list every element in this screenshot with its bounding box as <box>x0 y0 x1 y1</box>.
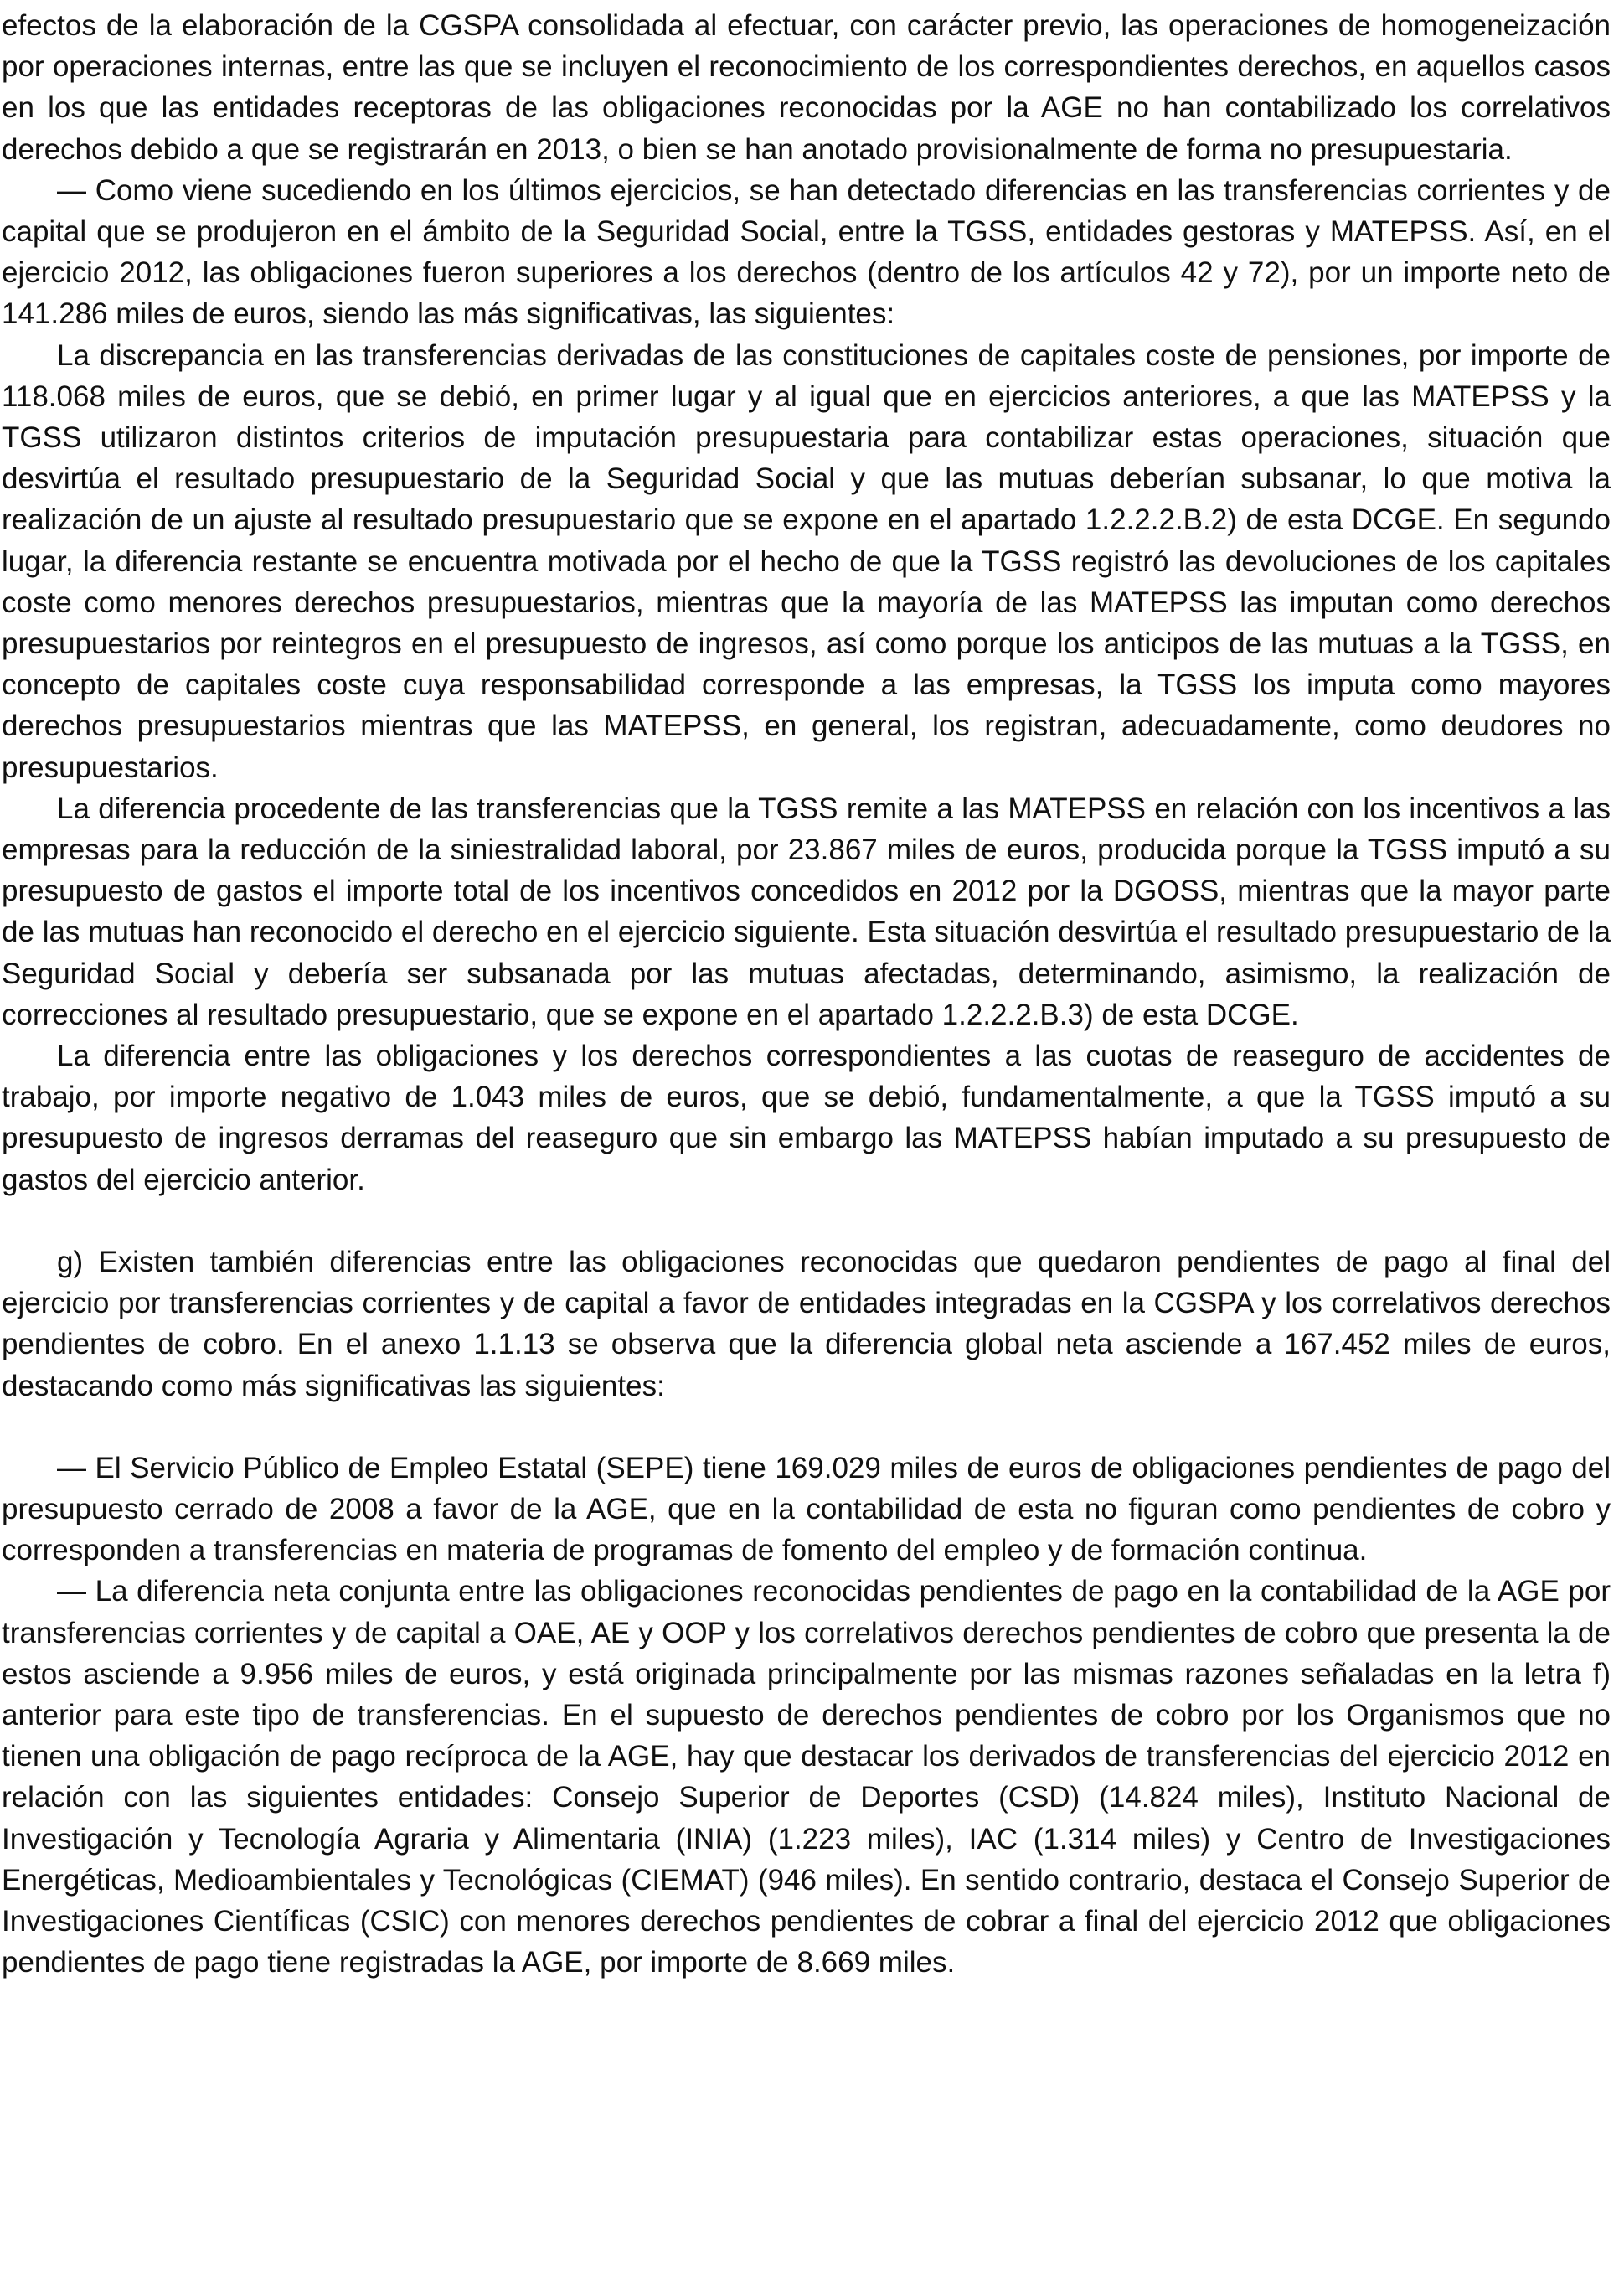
paragraph-homogeneizacion: efectos de la elaboración de la CGSPA consolidada al efectuar, con carácter previo, las operaciones de homogeneización por operaciones internas, entre las que se incluyen el reconocimiento de los correspondientes derechos, en aquellos casos en los que las entidades receptoras de las obligaciones reconocidas por la AGE no han contabilizado los correlativos derechos debido a que se registrarán en 2013, o bien se han anotado provisionalmente de forma no presupuestaria. <box>2 9 1611 166</box>
paragraph-seguridad-social-diferencias: — Como viene sucediendo en los últimos ejercicios, se han detectado diferencias en las transferencias corrientes y de capital que se produjeron en el ámbito de la Seguridad Social, entre la TGSS, entidades gestoras y MATEPSS. Así, en el ejercicio 2012, las obligaciones fueron superiores a los derechos (dentro de los artículos 42 y 72), por un importe neto de 141.286 miles de euros, siendo las más significativas, las siguientes: <box>2 173 1611 331</box>
paragraph-capitales-coste: La discrepancia en las transferencias derivadas de las constituciones de capitales coste de pensiones, por importe de 118.068 miles de euros, que se debió, en primer lugar y al igual que en ejercicios anteriores, a que las MATEPSS y la TGSS utilizaron distintos criterios de imputación presupuestaria para contabilizar estas operaciones, situación que desvirtúa el resultado presupuestario de la Seguridad Social y que las mutuas deberían subsanar, lo que motiva la realización de un ajuste al resultado presupuestario que se expone en el apartado 1.2.2.2.B.2) de esta DCGE. En segundo lugar, la diferencia restante se encuentra motivada por el hecho de que la TGSS registró las devoluciones de los capitales coste como menores derechos presupuestarios, mientras que la mayoría de las MATEPSS las imputan como derechos presupuestarios por reintegros en el presupuesto de ingresos, así como porque los anticipos de las mutuas a la TGSS, en concepto de capitales coste cuya responsabilidad corresponde a las empresas, la TGSS los imputa como mayores derechos presupuestarios mientras que las MATEPSS, en general, los registran, adecuadamente, como deudores no presupuestarios. <box>2 338 1611 784</box>
paragraph-reaseguro: La diferencia entre las obligaciones y los derechos correspondientes a las cuotas de reaseguro de accidentes de trabajo, por importe negativo de 1.043 miles de euros, que se debió, fundamentalmente, a que la TGSS imputó a su presupuesto de ingresos derramas del reaseguro que sin embargo las MATEPSS habían imputado a su presupuesto de gastos del ejercicio anterior. <box>2 1040 1611 1196</box>
paragraph-siniestralidad-laboral: La diferencia procedente de las transferencias que la TGSS remite a las MATEPSS en relación con los incentivos a las empresas para la reducción de la siniestralidad laboral, por 23.867 miles de euros, producida porque la TGSS imputó a su presupuesto de gastos el importe total de los incentivos concedidos en 2012 por la DGOSS, mientras que la mayor parte de las mutuas han reconocido el derecho en el ejercicio siguiente. Esta situación desvirtúa el resultado presupuestario de la Seguridad Social y debería ser subsanada por las mutuas afectadas, determinando, asimismo, la realización de correcciones al resultado presupuestario, que se expone en el apartado 1.2.2.2.B.3) de esta DCGE. <box>2 792 1611 1031</box>
paragraph-diferencia-neta-conjunta: — La diferencia neta conjunta entre las obligaciones reconocidas pendientes de pago en la contabilidad de la AGE por transferencias corrientes y de capital a OAE, AE y OOP y los correlativos derechos pendientes de cobro que presenta la de estos asciende a 9.956 miles de euros, y está originada principalmente por las mismas razones señaladas en la letra f) anterior para este tipo de transferencias. En el supuesto de derechos pendientes de cobro por los Organismos que no tienen una obligación de pago recíproca de la AGE, hay que destacar los derivados de transferencias del ejercicio 2012 en relación con las siguientes entidades: Consejo Superior de Deportes (CSD) (14.824 miles), Instituto Nacional de Investigación y Tecnología Agraria y Alimentaria (INIA) (1.223 miles), IAC (1.314 miles) y Centro de Investigaciones Energéticas, Medioambientales y Tecnológicas (CIEMAT) (946 miles). En sentido contrario, destaca el Consejo Superior de Investigaciones Científicas (CSIC) con menores derechos pendientes de cobrar a final del ejercicio 2012 que obligaciones pendientes de pago tiene registradas la AGE, por importe de 8.669 miles. <box>2 1575 1611 1979</box>
paragraph-item-g: g) Existen también diferencias entre las obligaciones reconocidas que quedaron pendientes de pago al final del ejercicio por transferencias corrientes y de capital a favor de entidades integradas en la CGSPA y los correlativos derechos pendientes de cobro. En el anexo 1.1.13 se observa que la diferencia global neta asciende a 167.452 miles de euros, destacando como más significativas las siguientes: <box>2 1245 1611 1402</box>
paragraph-sepe: — El Servicio Público de Empleo Estatal (SEPE) tiene 169.029 miles de euros de obligaciones pendientes de pago del presupuesto cerrado de 2008 a favor de la AGE, que en la contabilidad de esta no figuran como pendientes de cobro y corresponden a transferencias en materia de programas de fomento del empleo y de formación continua. <box>2 1451 1611 1567</box>
